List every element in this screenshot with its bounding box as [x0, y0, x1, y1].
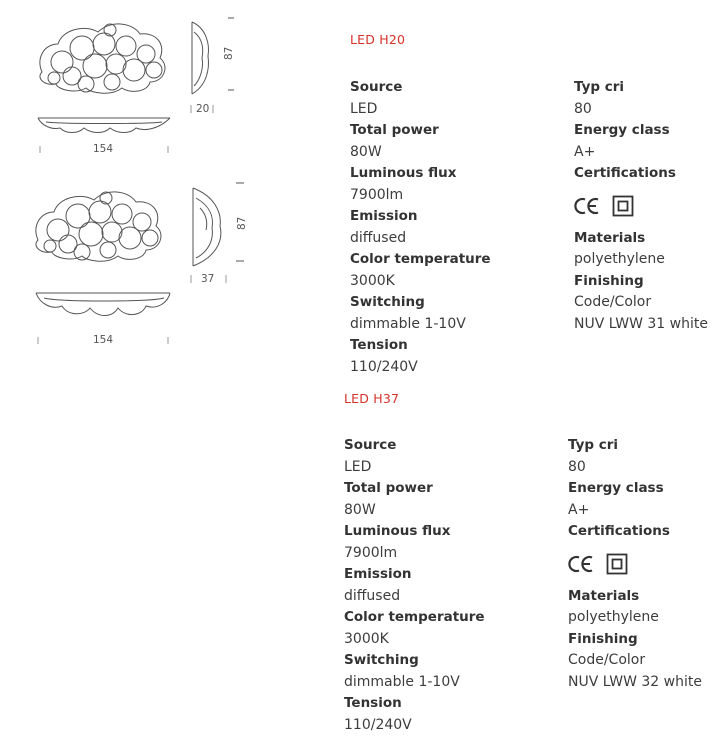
spec-value: polyethylene — [568, 609, 659, 625]
ce-mark-icon — [574, 197, 600, 215]
spec-label: Color temperature — [350, 251, 491, 267]
spec-label: Luminous flux — [350, 165, 457, 181]
spec-label: Tension — [350, 337, 408, 353]
spec-value: A+ — [574, 143, 596, 160]
spec-label: Typ cri — [568, 437, 619, 453]
spec-value: 80W — [344, 501, 376, 518]
spec-label: Certifications — [568, 523, 670, 539]
spec-label: Materials — [568, 587, 640, 604]
spec-value: dimmable 1-10V — [350, 315, 466, 332]
cloud-lamp-h20-drawing — [0, 0, 300, 360]
h37-width-dimension: 154 — [93, 334, 114, 346]
model-h37-title: LED H37 — [344, 391, 400, 406]
spec-value: 110/240V — [344, 716, 412, 733]
spec-value: 80 — [574, 100, 592, 117]
model-h20-title: LED H20 — [350, 32, 406, 47]
h20-height-dimension: 87 — [223, 46, 235, 60]
certifications-row — [574, 185, 723, 228]
spec-label: Energy class — [568, 480, 664, 496]
spec-label: Certifications — [574, 165, 676, 181]
spec-value: A+ — [568, 501, 590, 518]
spec-label: Total power — [344, 480, 433, 496]
model-h37-left-specs — [344, 435, 494, 736]
product-code: NUV LWW 31 white — [574, 315, 708, 332]
spec-value: 7900lm — [344, 544, 398, 561]
model-h20-left-specs — [350, 77, 500, 378]
double-insulation-icon — [612, 195, 634, 217]
h20-front-view — [40, 24, 165, 93]
spec-label: Materials — [574, 229, 646, 246]
spec-label: Emission — [344, 566, 412, 582]
spec-label: Total power — [350, 122, 439, 138]
spec-value: 7900lm — [350, 186, 404, 203]
h20-top-view — [38, 118, 170, 133]
spec-value: 3000K — [350, 272, 395, 289]
spec-label: Typ cri — [574, 79, 625, 95]
spec-value: Code/Color — [568, 652, 646, 668]
h37-depth-dimension: 37 — [201, 273, 215, 285]
spec-label: Color temperature — [344, 609, 485, 625]
model-h37-right-specs — [568, 435, 718, 693]
spec-label: Source — [350, 79, 403, 95]
spec-label: Finishing — [568, 630, 638, 647]
spec-value: 110/240V — [350, 358, 418, 375]
spec-label: Luminous flux — [344, 523, 451, 539]
spec-value: 80 — [568, 458, 586, 475]
product-code: NUV LWW 32 white — [568, 673, 702, 690]
double-insulation-icon — [606, 553, 628, 575]
spec-value: 80W — [350, 143, 382, 160]
spec-label: Source — [344, 437, 397, 453]
spec-value: dimmable 1-10V — [344, 673, 460, 690]
spec-value: LED — [344, 458, 372, 475]
spec-value: Code/Color — [574, 294, 652, 310]
h20-depth-dimension: 20 — [196, 103, 210, 115]
spec-value: LED — [350, 100, 378, 117]
spec-value: diffused — [344, 587, 401, 604]
ce-mark-icon — [568, 555, 594, 573]
spec-label: Switching — [350, 294, 425, 310]
spec-label: Tension — [344, 695, 402, 711]
h20-width-dimension: 154 — [93, 143, 114, 155]
model-h20-right-specs — [574, 77, 723, 335]
spec-label: Energy class — [574, 122, 670, 138]
h37-height-dimension: 87 — [236, 216, 248, 230]
certifications-row — [568, 543, 718, 586]
spec-label: Emission — [350, 208, 418, 224]
spec-value: polyethylene — [574, 251, 665, 267]
spec-value: diffused — [350, 229, 407, 246]
h37-front-view — [36, 192, 161, 261]
spec-value: 3000K — [344, 630, 389, 647]
spec-label: Switching — [344, 652, 419, 668]
h37-top-view — [36, 293, 170, 316]
spec-label: Finishing — [574, 272, 644, 289]
